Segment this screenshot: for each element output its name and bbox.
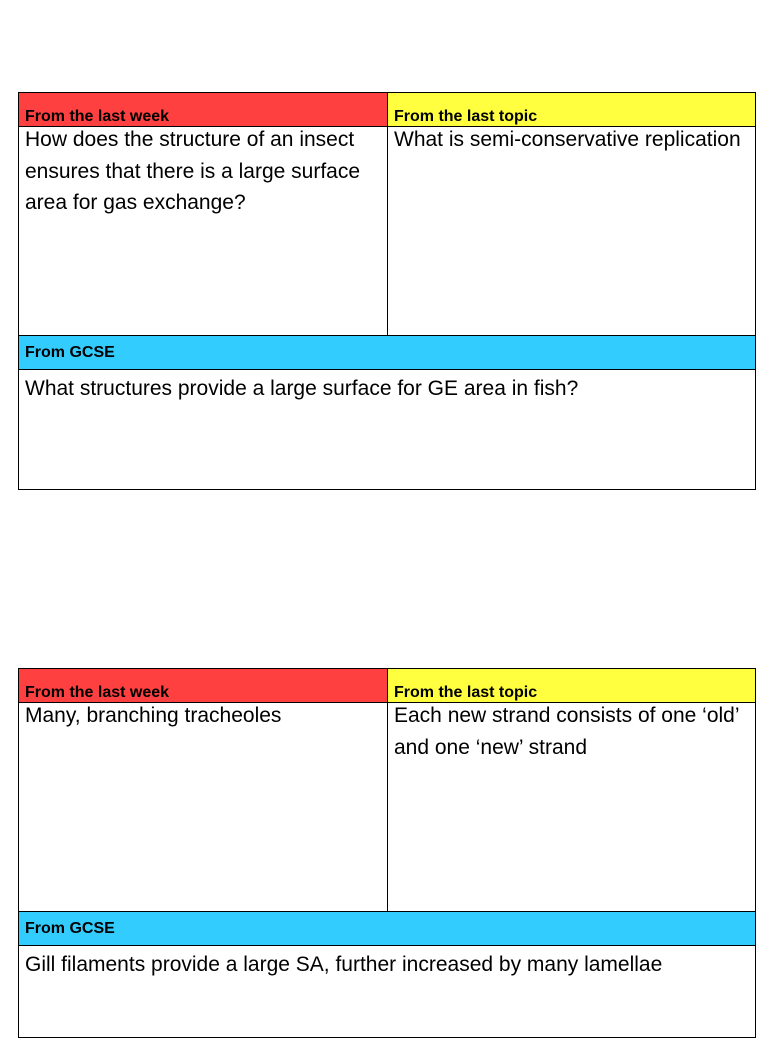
questions-last-week-cell xyxy=(19,93,388,335)
questions-card xyxy=(18,92,756,490)
gcse-question: What structures provide a large surface for GE area in fish? xyxy=(25,377,579,400)
last-topic-label: From the last topic xyxy=(388,93,755,127)
questions-last-topic-cell xyxy=(388,93,755,335)
answers-last-topic-cell xyxy=(388,669,755,911)
gcse-label: From GCSE xyxy=(19,912,755,946)
last-topic-answer: Each new strand consists of one ‘old’ and one ‘new’ strand xyxy=(394,704,739,759)
answers-last-week-cell xyxy=(19,669,388,911)
answers-top-row xyxy=(19,669,755,912)
gcse-label: From GCSE xyxy=(19,336,755,370)
last-week-question: How does the structure of an insect ensures that there is a large surface area for gas exchange? xyxy=(25,128,361,214)
gcse-answer: Gill filaments provide a large SA, further increased by many lamellae xyxy=(25,953,663,976)
answers-card xyxy=(18,668,756,1038)
questions-top-row xyxy=(19,93,755,336)
last-week-label: From the last week xyxy=(19,669,387,703)
last-topic-label: From the last topic xyxy=(388,669,755,703)
last-week-label: From the last week xyxy=(19,93,387,127)
last-week-answer: Many, branching tracheoles xyxy=(25,704,282,727)
last-topic-question: What is semi-conservative replication xyxy=(394,128,741,151)
